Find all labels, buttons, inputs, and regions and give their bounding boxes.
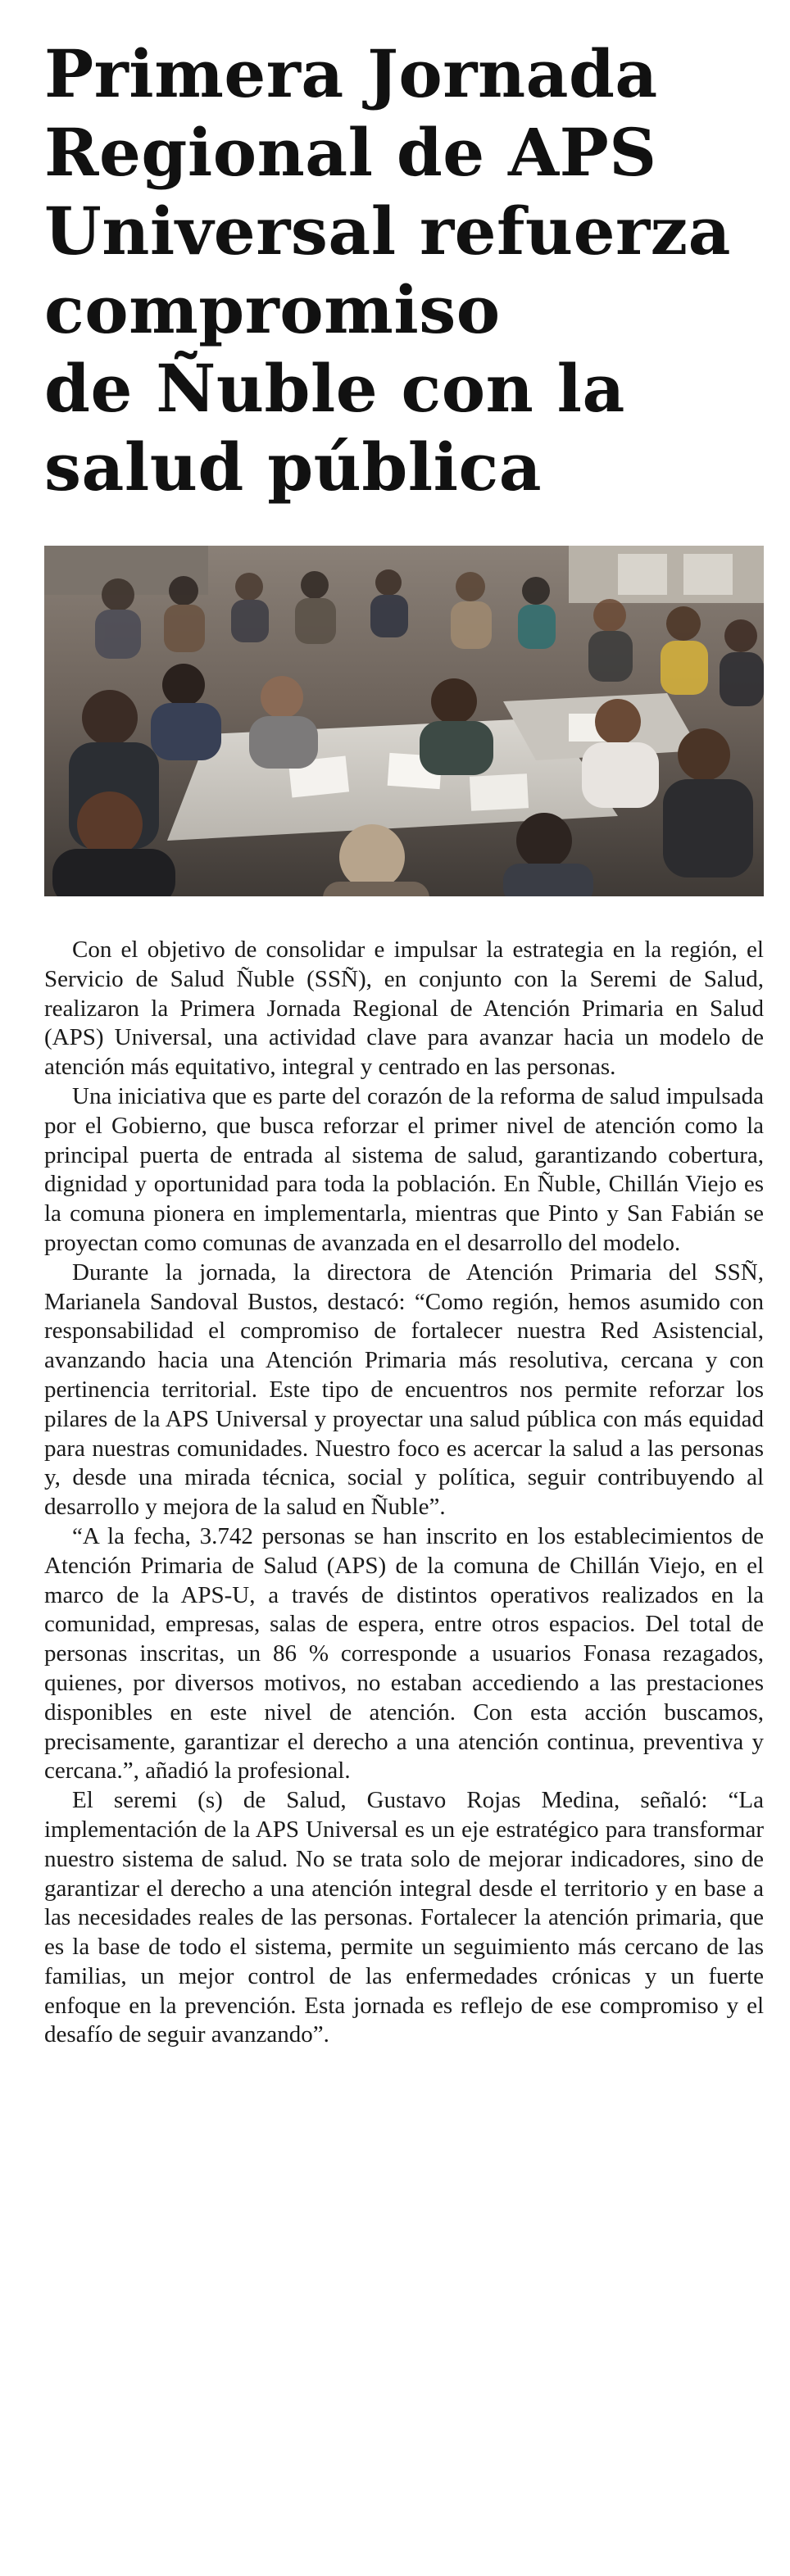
meeting-photo [44, 546, 764, 896]
paragraph: Durante la jornada, la directora de Atención Primaria del SSÑ, Marianela Sandoval Bustos, destacó: “Como región, hemos asumido con responsabilidad el compromiso de fortalecer nuestra Red Asistencial, avanzando hacia una Atención Primaria más resolutiva, cercana y con pertinencia territorial. Este tipo de encuentros nos permite reforzar los pilares de la APS Universal y proyectar una salud pública con más equidad para nuestras comunidades. Nuestro foco es acercar la salud a las personas y, desde una mirada técnica, social y política, seguir contribuyendo al desarrollo y mejora de la salud en Ñuble”. [44, 1259, 764, 1521]
headline-line: Regional de APS [44, 114, 657, 191]
headline [44, 34, 765, 506]
paragraph: El seremi (s) de Salud, Gustavo Rojas Medina, señaló: “La implementación de la APS Universal es un eje estratégico para transformar nuestro sistema de salud. No se trata solo de mejorar indicadores, sino de garantizar el derecho a una atención integral desde el territorio y en base a las necesidades reales de las personas. Fortalecer la atención primaria, que es la base de todo el sistema, permite un seguimiento más cercano de las familias, un mejor control de las enfermedades crónicas y un fuerte enfoque en la prevención. Esta jornada es reflejo de ese compromiso y el desafío de seguir avanzando”. [44, 1787, 764, 2048]
headline-line: Universal refuerza [44, 193, 731, 270]
paragraph: Con el objetivo de consolidar e impulsar la estrategia en la región, el Servicio de Salud Ñuble (SSÑ), en conjunto con la Seremi de Salud, realizaron la Primera Jornada Regional de Atención Primaria en Salud (APS) Universal, una actividad clave para avanzar hacia un modelo de atención más equitativo, integral y centrado en las personas. [44, 937, 764, 1081]
headline-line: Primera Jornada [44, 35, 658, 112]
headline-line: de Ñuble con la [44, 350, 625, 427]
paragraph: “A la fecha, 3.742 personas se han inscrito en los establecimientos de Atención Primaria de Salud (APS) de la comuna de Chillán Viejo, en el marco de la APS-U, a través de distintos operativos realizados en la comunidad, empresas, salas de espera, entre otros espacios. Del total de personas inscritas, un 86 % corresponde a usuarios Fonasa rezagados, quienes, por diversos motivos, no estaban accediendo a las prestaciones disponibles en este nivel de atención. Con esta acción buscamos, precisamente, garantizar el derecho a una atención continua, preventiva y cercana.”, añadió la profesional. [44, 1522, 764, 1785]
paragraph: Una iniciativa que es parte del corazón de la reforma de salud impulsada por el Gobierno, que busca reforzar el primer nivel de atención como la principal puerta de entrada al sistema de salud, garantizando cobertura, dignidad y oportunidad para toda la población. En Ñuble, Chillán Viejo es la comuna pionera en implementarla, mientras que Pinto y San Fabián se proyectan como comunas de avanzada en el desarrollo del modelo. [44, 1082, 764, 1256]
article-body [44, 936, 764, 2050]
headline-line: salud pública [44, 429, 543, 506]
headline-line: compromiso [44, 271, 501, 348]
